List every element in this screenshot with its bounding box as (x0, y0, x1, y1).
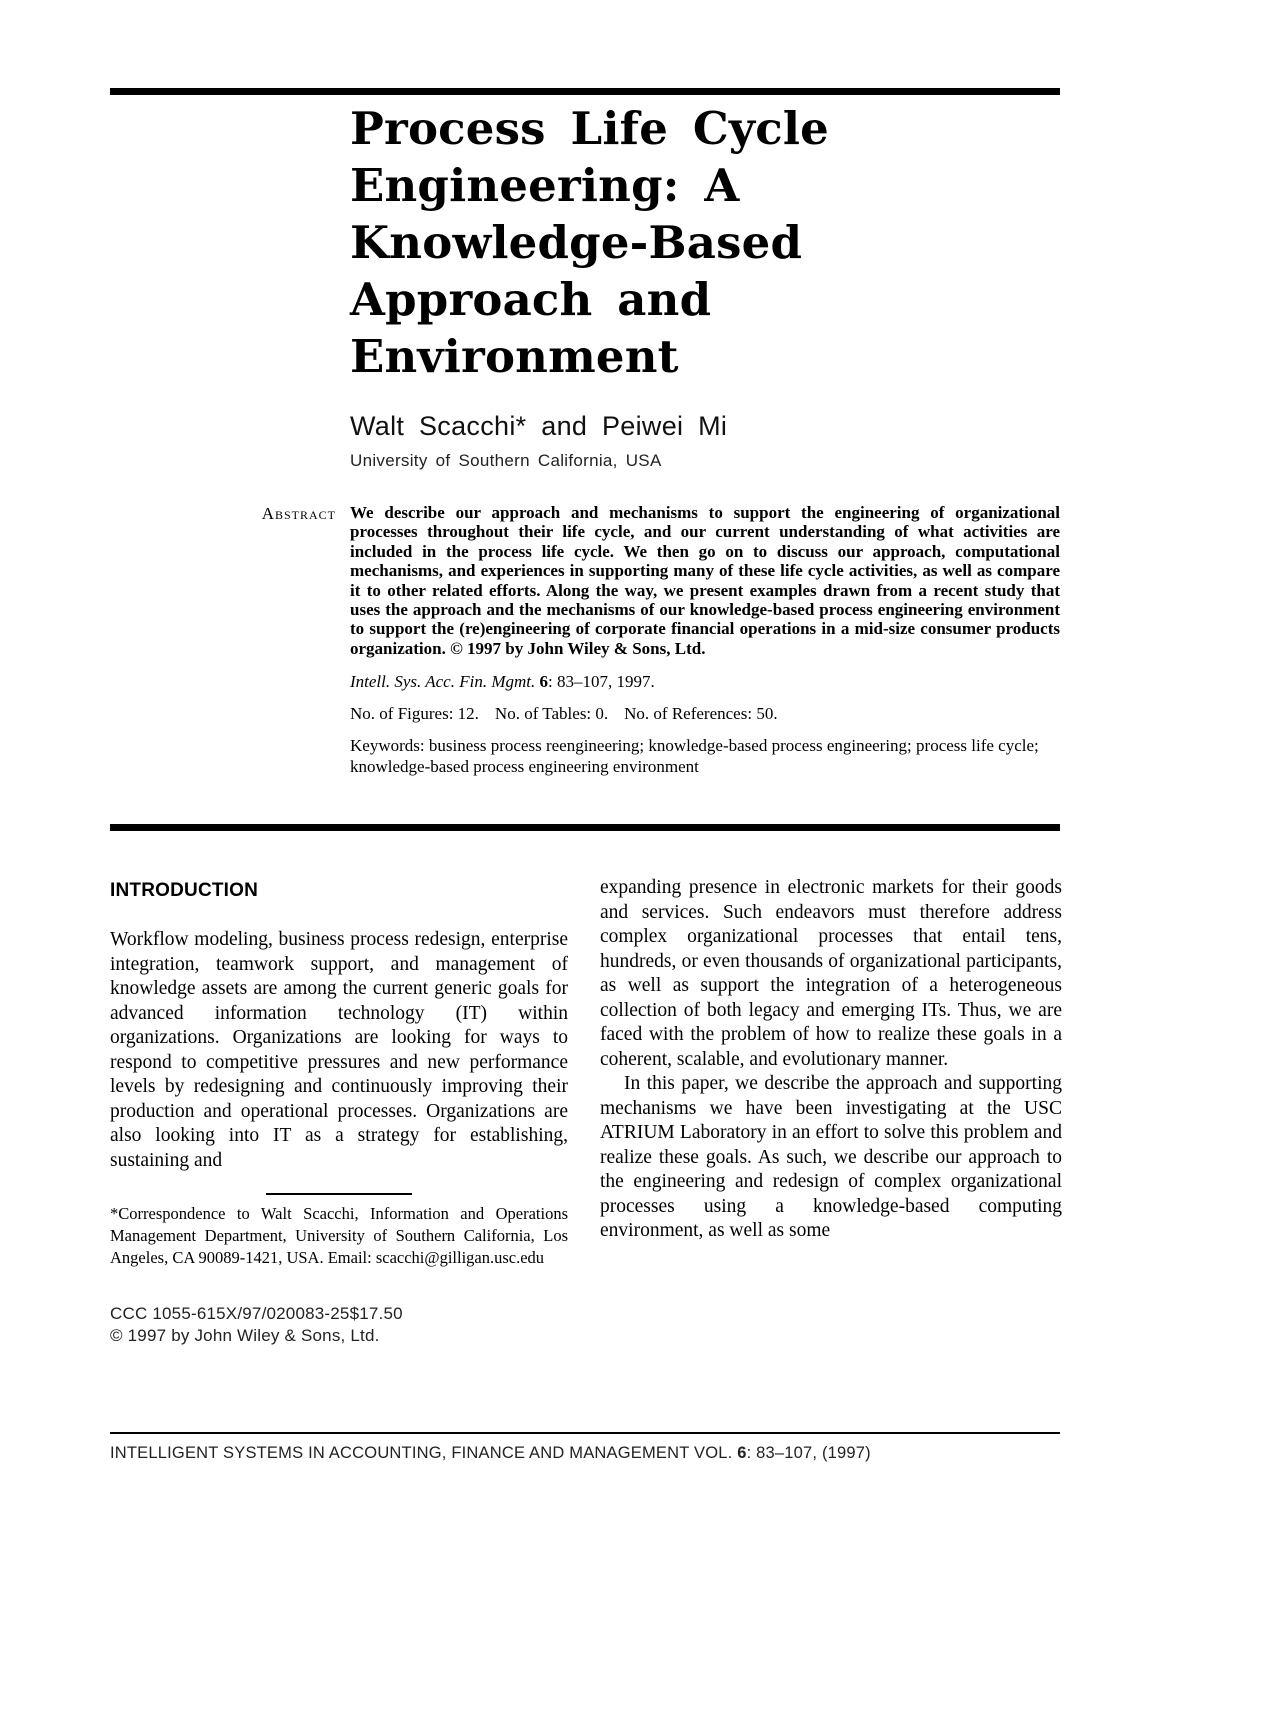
left-column (110, 876, 568, 1347)
top-rule (110, 88, 1060, 95)
abstract-row (110, 503, 1060, 658)
paper-title-line: Process Life Cycle (350, 102, 830, 155)
abstract-label: Abstract (261, 504, 336, 523)
citation-journal: Intell. Sys. Acc. Fin. Mgmt. (350, 672, 536, 692)
citation-volume: 6 (539, 672, 548, 692)
citation (350, 671, 1060, 692)
paper-title-line: Environment (350, 330, 679, 383)
abstract-text: We describe our approach and mechanisms to support the engineering of organizational processes throughout their life cycle, and our current understanding of what activities are included in the process life cycle. We then go on to discuss our approach, computational mechanisms, and experiences in supporting many of these life cycle activities, as well as compare it to other related efforts. Along the way, we present examples drawn from a recent study that uses the approach and the mechanisms of our knowledge-based process engineering environment to support the (re)engineering of corporate financial operations in a mid-size consumer products organization. © 1997 by John Wiley & Sons, Ltd. (350, 503, 1060, 658)
paper-title (350, 100, 910, 385)
abstract-section (110, 503, 1060, 777)
bottom-rule (110, 824, 1060, 831)
footer-volume: 6 (737, 1444, 747, 1462)
right-column-paragraph: expanding presence in electronic markets for their goods and services. Such endeavors must therefore address complex organizational processes that entail tens, hundreds, or even thousands of organizational participants, as well as support the integration of a heterogeneous collection of both legacy and emerging ITs. Thus, we are faced with the problem of how to realize these goals in a coherent, scalable, and evolutionary manner. (600, 877, 1062, 1070)
intro-paragraph: Workflow modeling, business process redesign, enterprise integration, teamwork support, and management of knowledge assets are among the current generic goals for advanced information technology (IT) within organizations. Organizations are looking for ways to respond to competitive pressures and new performance levels by redesigning and continuously improving their production and operational processes. Organizations are also looking into IT as a strategy for establishing, sustaining and (110, 929, 568, 1171)
ccc-line: CCC 1055-615X/97/020083-25$17.50 (110, 1304, 403, 1323)
keywords: Keywords: business process reengineering; knowledge-based process engineering; process life cycle; knowledge-based process engineering environment (350, 736, 1039, 777)
ccc-block (110, 1303, 568, 1347)
paper-title-line: Engineering: A (350, 159, 740, 212)
footer-pages: : 83–107, (1997) (746, 1444, 871, 1462)
citation-pages: : 83–107, 1997. (547, 672, 655, 692)
footer-rule (110, 1432, 1060, 1434)
figure-counts (350, 703, 1060, 724)
title-block (350, 100, 910, 471)
footnote-rule (266, 1193, 412, 1195)
count-figures: No. of Figures: 12. (350, 704, 479, 724)
authors: Walt Scacchi* and Peiwei Mi (350, 411, 728, 441)
copyright-line: © 1997 by John Wiley & Sons, Ltd. (110, 1326, 380, 1345)
paper-title-line: Knowledge-Based (350, 216, 803, 269)
count-tables: No. of Tables: 0. (494, 704, 609, 724)
affiliation: University of Southern California, USA (350, 451, 662, 470)
right-column (600, 876, 1062, 1244)
footer-text: INTELLIGENT SYSTEMS IN ACCOUNTING, FINANCE AND MANAGEMENT VOL. (110, 1444, 738, 1462)
count-references: No. of References: 50. (624, 704, 778, 724)
paper-title-line: Approach and (350, 273, 712, 326)
introduction-heading: INTRODUCTION (110, 880, 259, 901)
journal-footer (110, 1444, 1060, 1463)
footnote: *Correspondence to Walt Scacchi, Information and Operations Management Department, University of Southern California, Los Angeles, CA 90089-1421, USA. Email: scacchi@gilligan.usc.edu (110, 1204, 568, 1267)
right-column-paragraph: In this paper, we describe the approach and supporting mechanisms we have been investigating at the USC ATRIUM Laboratory in an effort to solve this problem and realize these goals. As such, we describe our approach to the engineering and redesign of complex organizational processes using a knowledge-based computing environment, as well as some (600, 1073, 1062, 1241)
